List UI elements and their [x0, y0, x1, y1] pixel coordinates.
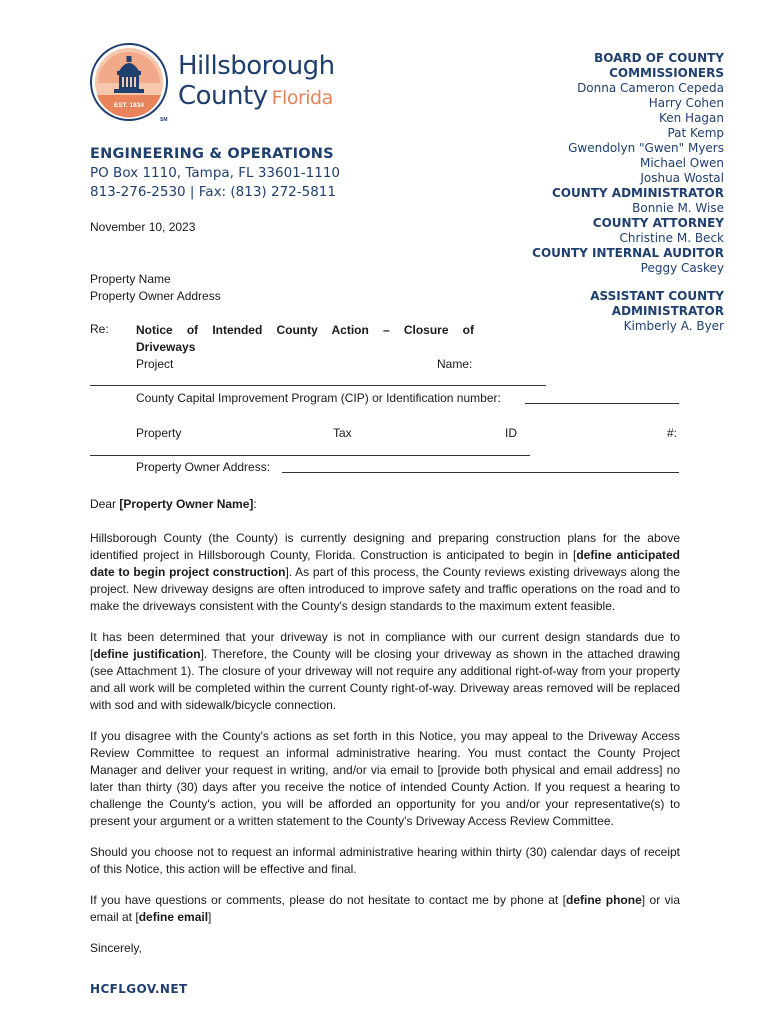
board-member: Joshua Wostal — [640, 171, 724, 185]
administrator-title: COUNTY ADMINISTRATOR — [551, 186, 724, 200]
logo-text-county — [178, 81, 333, 111]
footer-website-link[interactable]: HCFLGOV.NET — [90, 982, 188, 996]
p2-text-b: ]. Therefore, the County will be closing your driveway as shown in the attached drawing (see Attachment 1). The closure of your driveway will not require any additional right-of-way from your property and all work will be completed within the current County right-of-way. Driveway areas removed will be replaced with sod and with sidewalk/bicycle connection. — [90, 647, 680, 712]
county-logo — [90, 43, 340, 125]
cip-label: County Capital Improvement Program (CIP) or Identification number: — [136, 391, 501, 405]
county-seal-icon — [90, 43, 168, 121]
administrator-name: Bonnie M. Wise — [632, 201, 724, 215]
property-owner-address: Property Owner Address — [90, 289, 221, 303]
department-address: PO Box 1110, Tampa, FL 33601-1110 — [90, 165, 340, 181]
p2-placeholder: define justification — [93, 647, 201, 661]
hash-label: #: — [667, 426, 678, 440]
p5-phone-placeholder: define phone — [565, 893, 642, 907]
id-label: ID — [505, 426, 517, 440]
auditor-title: COUNTY INTERNAL AUDITOR — [532, 246, 724, 260]
assistant-name: Kimberly A. Byer — [623, 319, 724, 333]
property-label: Property — [136, 426, 182, 440]
p1-text-b: ]. As part of this process, the County reviews existing driveways along the project. New driveway designs are often introduced to improve safety and traffic operations on the road and to make the driveways consistent with the County's design standards to the maximum extent feasible. — [90, 565, 681, 613]
board-member: Harry Cohen — [648, 96, 724, 110]
salutation-name: [Property Owner Name] — [119, 497, 254, 511]
p1-placeholder: define anticipated date to begin project construction — [90, 548, 680, 579]
paragraph-1 — [90, 530, 680, 615]
paragraph-5 — [90, 892, 680, 926]
paragraph-4: Should you choose not to request an informal administrative hearing within thirty (30) calendar days of receipt of this Notice, this action will be effective and final. — [90, 845, 680, 876]
board-heading-2: COMMISSIONERS — [609, 66, 724, 80]
paragraph-2 — [90, 629, 680, 714]
logo-text-hillsborough: Hillsborough — [178, 51, 335, 81]
department-phone: 813-276-2530 | Fax: (813) 272-5811 — [90, 184, 336, 200]
attorney-title: COUNTY ATTORNEY — [592, 216, 724, 230]
letter-body — [90, 496, 680, 971]
owner-address-blank — [282, 472, 679, 473]
p5-text-b: ] or via email at [ — [90, 893, 680, 924]
project-label: Project — [136, 357, 174, 371]
property-name: Property Name — [90, 272, 171, 286]
project-name-label: Name: — [437, 357, 473, 371]
letter-date: November 10, 2023 — [90, 220, 196, 234]
salutation — [90, 496, 680, 513]
seal-est-text: EST. 1834 — [114, 102, 144, 109]
department-name: ENGINEERING & OPERATIONS — [90, 146, 334, 162]
board-member: Ken Hagan — [658, 111, 724, 125]
re-subject: Notice of Intended County Action – Closure of Driveways — [136, 323, 474, 354]
board-member: Pat Kemp — [667, 126, 724, 140]
board-of-commissioners — [532, 51, 724, 334]
board-member: Donna Cameron Cepeda — [577, 81, 724, 95]
assistant-title-1: ASSISTANT COUNTY — [590, 289, 724, 303]
board-member: Michael Owen — [639, 156, 724, 170]
tax-label: Tax — [333, 426, 352, 440]
logo-text-county-word: County — [178, 81, 268, 111]
p2-text-a: It has been determined that your driveway is not in compliance with our current design standards due to [ — [90, 630, 680, 661]
p5-email-placeholder: define email — [138, 910, 209, 924]
department-block — [90, 146, 340, 200]
logo-text-florida: Florida — [271, 87, 333, 109]
salutation-pre: Dear — [90, 497, 120, 511]
service-mark: SM — [160, 117, 168, 123]
attorney-name: Christine M. Beck — [619, 231, 724, 245]
salutation-colon: : — [253, 497, 257, 511]
p5-text-c: ] — [208, 910, 212, 924]
re-label: Re: — [90, 322, 109, 336]
auditor-name: Peggy Caskey — [640, 261, 724, 275]
board-member: Gwendolyn "Gwen" Myers — [568, 141, 724, 155]
spacer — [532, 276, 724, 289]
tax-id-blank — [90, 455, 530, 456]
assistant-title-2: ADMINISTRATOR — [611, 304, 724, 318]
cip-blank — [525, 403, 679, 404]
board-heading-1: BOARD OF COUNTY — [594, 51, 724, 65]
paragraph-3: If you disagree with the County's actions as set forth in this Notice, you may appeal to the Driveway Access Review Committee to request an informal administrative hearing. You must contact the County Project Manager and deliver your request in writing, and/or via email to [provide both physical and email address] no later than thirty (30) days after you receive the notice of intended County Action. If you request a hearing to challenge the County's action, you will be afforded an opportunity for you and/or your representative(s) to present your argument or a written statement to the County's Driveway Access Review Committee. — [90, 729, 680, 828]
project-name-blank — [90, 385, 546, 386]
p5-text-a: If you have questions or comments, please do not hesitate to contact me by phone at [ — [90, 893, 566, 907]
closing: Sincerely, — [90, 941, 142, 955]
recipient-address — [90, 271, 221, 305]
p1-text-a: Hillsborough County (the County) is currently designing and preparing construction plans for the above identified project in Hillsborough County, Florida. Construction is anticipated to begin in [ — [90, 531, 680, 562]
owner-address-label: Property Owner Address: — [136, 460, 271, 474]
